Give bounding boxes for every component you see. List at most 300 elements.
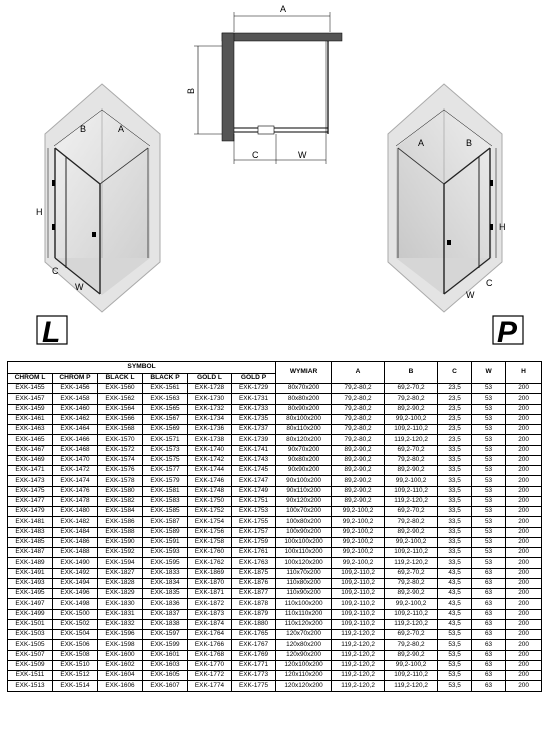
top-view-label-b: B	[186, 87, 196, 94]
col-header-a: A	[332, 362, 385, 384]
table-cell: 53	[472, 507, 506, 517]
table-cell: 119,2-120,2	[385, 435, 438, 445]
table-cell: 43,5	[438, 609, 472, 619]
table-cell: EXK-1827	[98, 568, 143, 578]
table-cell: 79,2-80,2	[385, 640, 438, 650]
table-cell: EXK-1754	[188, 517, 232, 527]
table-cell: EXK-1586	[98, 517, 143, 527]
table-cell: EXK-1472	[53, 466, 98, 476]
table-cell: 100x70x200	[276, 507, 332, 517]
table-cell: EXK-1877	[232, 589, 276, 599]
table-cell: 33,5	[438, 455, 472, 465]
col-header-chrom-p: CHROM P	[53, 374, 98, 384]
table-cell: 200	[506, 414, 542, 424]
table-cell: EXK-1479	[8, 507, 53, 517]
table-cell: EXK-1459	[8, 404, 53, 414]
table-cell: 53	[472, 527, 506, 537]
table-cell: EXK-1835	[143, 589, 188, 599]
table-row	[8, 384, 542, 394]
table-cell: EXK-1568	[98, 425, 143, 435]
left-view-label-h: H	[36, 207, 43, 217]
table-cell: 33,5	[438, 496, 472, 506]
table-cell: EXK-1760	[188, 548, 232, 558]
table-cell: 23,5	[438, 435, 472, 445]
table-cell: 200	[506, 650, 542, 660]
table-cell: EXK-1607	[143, 681, 188, 691]
table-row	[8, 548, 542, 558]
table-cell: EXK-1570	[98, 435, 143, 445]
table-cell: 200	[506, 681, 542, 691]
left-badge-letter: L	[42, 316, 61, 349]
table-cell: 200	[506, 599, 542, 609]
table-cell: EXK-1499	[8, 609, 53, 619]
table-cell: EXK-1829	[98, 589, 143, 599]
table-cell: 99,2-100,2	[332, 548, 385, 558]
table-cell: EXK-1457	[8, 394, 53, 404]
table-cell: EXK-1747	[232, 476, 276, 486]
table-cell: 100x100x200	[276, 537, 332, 547]
table-cell: EXK-1476	[53, 486, 98, 496]
table-cell: EXK-1605	[143, 671, 188, 681]
table-cell: 53,5	[438, 671, 472, 681]
table-cell: 33,5	[438, 466, 472, 476]
table-cell: 89,2-90,2	[332, 496, 385, 506]
table-cell: 120x110x200	[276, 671, 332, 681]
table-cell: EXK-1762	[188, 558, 232, 568]
col-header-black-l: BLACK L	[98, 374, 143, 384]
table-cell: 63	[472, 650, 506, 660]
table-cell: EXK-1563	[143, 394, 188, 404]
table-cell: 99,2-100,2	[332, 507, 385, 517]
table-cell: 110x120x200	[276, 619, 332, 629]
table-cell: 80x90x200	[276, 404, 332, 414]
table-cell: EXK-1733	[232, 404, 276, 414]
table-cell: 33,5	[438, 445, 472, 455]
table-cell: EXK-1505	[8, 640, 53, 650]
table-cell: 89,2-90,2	[332, 476, 385, 486]
table-cell: EXK-1832	[98, 619, 143, 629]
table-cell: 200	[506, 558, 542, 568]
table-cell: EXK-1494	[53, 578, 98, 588]
table-cell: EXK-1501	[8, 619, 53, 629]
right-view-label-h: H	[499, 222, 506, 232]
table-cell: EXK-1761	[232, 548, 276, 558]
table-cell: EXK-1480	[53, 507, 98, 517]
table-cell: EXK-1514	[53, 681, 98, 691]
table-cell: EXK-1606	[98, 681, 143, 691]
table-cell: EXK-1590	[98, 537, 143, 547]
table-cell: 43,5	[438, 599, 472, 609]
table-cell: 23,5	[438, 384, 472, 394]
table-cell: 99,2-100,2	[385, 476, 438, 486]
table-cell: EXK-1767	[232, 640, 276, 650]
top-view-label-a: A	[280, 4, 287, 14]
table-cell: EXK-1513	[8, 681, 53, 691]
table-cell: EXK-1504	[53, 630, 98, 640]
table-cell: EXK-1603	[143, 660, 188, 670]
table-cell: 89,2-90,2	[385, 466, 438, 476]
table-cell: 99,2-100,2	[332, 558, 385, 568]
table-cell: 90x110x200	[276, 486, 332, 496]
table-cell: 200	[506, 609, 542, 619]
table-cell: EXK-1490	[53, 558, 98, 568]
left-badge	[37, 316, 67, 349]
table-cell: 89,2-90,2	[332, 445, 385, 455]
table-cell: EXK-1770	[188, 660, 232, 670]
table-cell: 200	[506, 619, 542, 629]
table-cell: 80x120x200	[276, 435, 332, 445]
table-row	[8, 455, 542, 465]
left-view-label-b: B	[80, 124, 87, 134]
table-cell: 89,2-90,2	[332, 486, 385, 496]
table-cell: 63	[472, 568, 506, 578]
table-cell: EXK-1594	[98, 558, 143, 568]
table-cell: EXK-1735	[232, 414, 276, 424]
table-cell: 53	[472, 384, 506, 394]
table-cell: 99,2-100,2	[385, 599, 438, 609]
table-cell: EXK-1484	[53, 527, 98, 537]
table-cell: EXK-1729	[232, 384, 276, 394]
table-cell: EXK-1742	[188, 455, 232, 465]
table-cell: EXK-1750	[188, 496, 232, 506]
table-cell: 99,2-100,2	[332, 527, 385, 537]
table-cell: EXK-1477	[8, 496, 53, 506]
table-row	[8, 404, 542, 414]
table-cell: 33,5	[438, 527, 472, 537]
table-cell: 109,2-110,2	[385, 486, 438, 496]
table-cell: EXK-1500	[53, 609, 98, 619]
table-cell: 79,2-80,2	[385, 578, 438, 588]
col-header-w: W	[472, 362, 506, 384]
table-cell: 53	[472, 537, 506, 547]
table-cell: EXK-1763	[232, 558, 276, 568]
table-cell: 33,5	[438, 486, 472, 496]
table-cell: EXK-1598	[98, 640, 143, 650]
table-cell: 69,2-70,2	[385, 630, 438, 640]
table-cell: EXK-1757	[232, 527, 276, 537]
table-cell: EXK-1873	[188, 609, 232, 619]
table-cell: 109,2-110,2	[385, 671, 438, 681]
table-row	[8, 671, 542, 681]
table-cell: EXK-1465	[8, 435, 53, 445]
table-cell: 100x90x200	[276, 527, 332, 537]
table-cell: EXK-1879	[232, 609, 276, 619]
table-cell: EXK-1602	[98, 660, 143, 670]
table-cell: EXK-1771	[232, 660, 276, 670]
table-cell: EXK-1772	[188, 671, 232, 681]
table-cell: 63	[472, 640, 506, 650]
table-cell: EXK-1734	[188, 414, 232, 424]
table-cell: EXK-1509	[8, 660, 53, 670]
table-cell: EXK-1583	[143, 496, 188, 506]
table-cell: 99,2-100,2	[385, 660, 438, 670]
table-cell: 109,2-110,2	[385, 609, 438, 619]
table-row	[8, 537, 542, 547]
table-cell: 53	[472, 394, 506, 404]
table-cell: EXK-1838	[143, 619, 188, 629]
table-cell: 200	[506, 568, 542, 578]
table-cell: 33,5	[438, 476, 472, 486]
table-row	[8, 640, 542, 650]
table-cell: 33,5	[438, 517, 472, 527]
left-view-label-w: W	[75, 282, 84, 292]
table-cell: EXK-1578	[98, 476, 143, 486]
table-cell: EXK-1737	[232, 425, 276, 435]
table-cell: EXK-1587	[143, 517, 188, 527]
table-cell: EXK-1502	[53, 619, 98, 629]
table-cell: EXK-1591	[143, 537, 188, 547]
left-view-label-c: C	[52, 266, 59, 276]
table-cell: EXK-1601	[143, 650, 188, 660]
table-cell: EXK-1584	[98, 507, 143, 517]
table-cell: 53	[472, 486, 506, 496]
table-body	[8, 384, 542, 692]
table-cell: 100x120x200	[276, 558, 332, 568]
table-cell: 200	[506, 507, 542, 517]
table-cell: EXK-1599	[143, 640, 188, 650]
table-cell: EXK-1775	[232, 681, 276, 691]
table-cell: EXK-1469	[8, 455, 53, 465]
table-cell: EXK-1579	[143, 476, 188, 486]
table-cell: 200	[506, 537, 542, 547]
table-row	[8, 578, 542, 588]
table-row	[8, 681, 542, 691]
table-cell: EXK-1588	[98, 527, 143, 537]
table-cell: EXK-1744	[188, 466, 232, 476]
table-cell: 63	[472, 589, 506, 599]
table-cell: 119,2-120,2	[385, 496, 438, 506]
table-cell: EXK-1880	[232, 619, 276, 629]
table-cell: EXK-1464	[53, 425, 98, 435]
table-cell: 89,2-90,2	[385, 404, 438, 414]
table-row	[8, 496, 542, 506]
table-cell: 53	[472, 466, 506, 476]
table-cell: 120x90x200	[276, 650, 332, 660]
table-cell: 63	[472, 578, 506, 588]
table-cell: EXK-1575	[143, 455, 188, 465]
table-cell: EXK-1833	[143, 568, 188, 578]
col-header-h: H	[506, 362, 542, 384]
symbol-header: SYMBOL	[8, 362, 276, 374]
col-header-gold-l: GOLD L	[188, 374, 232, 384]
table-cell: 53	[472, 517, 506, 527]
table-cell: 120x120x200	[276, 681, 332, 691]
table-cell: EXK-1731	[232, 394, 276, 404]
table-cell: 109,2-110,2	[385, 425, 438, 435]
table-cell: 23,5	[438, 394, 472, 404]
table-cell: EXK-1486	[53, 537, 98, 547]
table-cell: EXK-1493	[8, 578, 53, 588]
table-cell: 200	[506, 630, 542, 640]
table-cell: EXK-1580	[98, 486, 143, 496]
table-cell: EXK-1759	[232, 537, 276, 547]
table-cell: 63	[472, 619, 506, 629]
table-cell: EXK-1485	[8, 537, 53, 547]
table-cell: 119,2-120,2	[332, 650, 385, 660]
table-cell: EXK-1510	[53, 660, 98, 670]
table-cell: 89,2-90,2	[332, 466, 385, 476]
table-cell: 89,2-90,2	[332, 455, 385, 465]
right-badge-letter: P	[497, 316, 518, 349]
table-cell: EXK-1749	[232, 486, 276, 496]
table-cell: 79,2-80,2	[332, 394, 385, 404]
table-cell: 90x70x200	[276, 445, 332, 455]
table-cell: EXK-1473	[8, 476, 53, 486]
table-cell: 63	[472, 681, 506, 691]
table-cell: EXK-1751	[232, 496, 276, 506]
table-cell: EXK-1774	[188, 681, 232, 691]
table-cell: EXK-1830	[98, 599, 143, 609]
table-cell: EXK-1755	[232, 517, 276, 527]
table-cell: 200	[506, 589, 542, 599]
table-cell: EXK-1512	[53, 671, 98, 681]
table-row	[8, 517, 542, 527]
table-cell: 109,2-110,2	[332, 589, 385, 599]
table-cell: EXK-1764	[188, 630, 232, 640]
table-cell: 23,5	[438, 414, 472, 424]
table-cell: EXK-1593	[143, 548, 188, 558]
table-cell: 63	[472, 609, 506, 619]
table-cell: 43,5	[438, 568, 472, 578]
table-cell: 53	[472, 414, 506, 424]
table-row	[8, 599, 542, 609]
table-row	[8, 619, 542, 629]
table-cell: 79,2-80,2	[385, 394, 438, 404]
table-cell: 120x100x200	[276, 660, 332, 670]
table-cell: EXK-1836	[143, 599, 188, 609]
table-cell: EXK-1752	[188, 507, 232, 517]
table-row	[8, 476, 542, 486]
table-cell: 89,2-90,2	[385, 527, 438, 537]
table-cell: 200	[506, 394, 542, 404]
table-cell: EXK-1503	[8, 630, 53, 640]
table-cell: EXK-1592	[98, 548, 143, 558]
table-cell: EXK-1600	[98, 650, 143, 660]
table-cell: EXK-1462	[53, 414, 98, 424]
table-row	[8, 609, 542, 619]
right-view-label-w: W	[466, 290, 475, 300]
table-cell: EXK-1508	[53, 650, 98, 660]
table-cell: 33,5	[438, 548, 472, 558]
table-row	[8, 507, 542, 517]
table-cell: 100x110x200	[276, 548, 332, 558]
table-row	[8, 589, 542, 599]
table-cell: EXK-1495	[8, 589, 53, 599]
table-cell: 100x80x200	[276, 517, 332, 527]
table-cell: 200	[506, 404, 542, 414]
left-view-drawing	[36, 84, 160, 312]
col-header-c: C	[438, 362, 472, 384]
table-cell: 110x100x200	[276, 599, 332, 609]
table-cell: EXK-1487	[8, 548, 53, 558]
table-cell: 200	[506, 435, 542, 445]
top-view-drawing	[186, 4, 342, 164]
table-cell: 90x100x200	[276, 476, 332, 486]
table-cell: EXK-1458	[53, 394, 98, 404]
table-cell: 119,2-120,2	[332, 671, 385, 681]
table-cell: EXK-1455	[8, 384, 53, 394]
right-view-label-b: B	[466, 138, 473, 148]
table-cell: EXK-1466	[53, 435, 98, 445]
table-cell: 119,2-120,2	[385, 619, 438, 629]
table-cell: EXK-1773	[232, 671, 276, 681]
table-cell: EXK-1474	[53, 476, 98, 486]
table-cell: EXK-1564	[98, 404, 143, 414]
table-row	[8, 558, 542, 568]
table-cell: EXK-1562	[98, 394, 143, 404]
table-cell: EXK-1488	[53, 548, 98, 558]
top-view-label-w: W	[298, 150, 307, 160]
table-cell: 80x70x200	[276, 384, 332, 394]
right-view-label-a: A	[418, 138, 425, 148]
table-cell: 53	[472, 425, 506, 435]
table-cell: EXK-1878	[232, 599, 276, 609]
shower-diagrams	[0, 0, 548, 352]
table-cell: 119,2-120,2	[332, 640, 385, 650]
table-cell: 63	[472, 671, 506, 681]
table-cell: EXK-1728	[188, 384, 232, 394]
table-cell: 119,2-120,2	[385, 681, 438, 691]
table-cell: EXK-1766	[188, 640, 232, 650]
table-cell: 90x120x200	[276, 496, 332, 506]
table-cell: 53	[472, 404, 506, 414]
table-cell: EXK-1746	[188, 476, 232, 486]
table-cell: EXK-1831	[98, 609, 143, 619]
table-cell: EXK-1753	[232, 507, 276, 517]
table-cell: 99,2-100,2	[385, 537, 438, 547]
table-cell: 69,2-70,2	[385, 445, 438, 455]
table-cell: 200	[506, 671, 542, 681]
table-cell: 63	[472, 660, 506, 670]
table-row	[8, 527, 542, 537]
table-row	[8, 466, 542, 476]
table-cell: 53	[472, 496, 506, 506]
table-cell: 99,2-100,2	[332, 537, 385, 547]
table-cell: EXK-1872	[188, 599, 232, 609]
table-cell: EXK-1581	[143, 486, 188, 496]
table-cell: 79,2-80,2	[332, 425, 385, 435]
table-cell: 23,5	[438, 425, 472, 435]
table-cell: 80x80x200	[276, 394, 332, 404]
table-cell: 79,2-80,2	[332, 435, 385, 445]
table-cell: EXK-1741	[232, 445, 276, 455]
table-cell: 23,5	[438, 404, 472, 414]
table-cell: EXK-1876	[232, 578, 276, 588]
table-cell: 200	[506, 640, 542, 650]
table-cell: EXK-1460	[53, 404, 98, 414]
table-cell: EXK-1506	[53, 640, 98, 650]
table-row	[8, 435, 542, 445]
table-cell: 119,2-120,2	[332, 630, 385, 640]
table-cell: 79,2-80,2	[332, 384, 385, 394]
table-cell: EXK-1496	[53, 589, 98, 599]
table-cell: 120x70x200	[276, 630, 332, 640]
table-cell: EXK-1758	[188, 537, 232, 547]
table-cell: 53	[472, 548, 506, 558]
table-cell: 99,2-100,2	[332, 517, 385, 527]
table-cell: 200	[506, 476, 542, 486]
table-cell: 99,2-100,2	[385, 414, 438, 424]
table-cell: EXK-1572	[98, 445, 143, 455]
table-cell: EXK-1743	[232, 455, 276, 465]
product-table	[7, 361, 542, 692]
table-row	[8, 445, 542, 455]
table-cell: EXK-1507	[8, 650, 53, 660]
table-cell: EXK-1595	[143, 558, 188, 568]
table-cell: 53	[472, 445, 506, 455]
table-cell: EXK-1511	[8, 671, 53, 681]
table-cell: EXK-1468	[53, 445, 98, 455]
